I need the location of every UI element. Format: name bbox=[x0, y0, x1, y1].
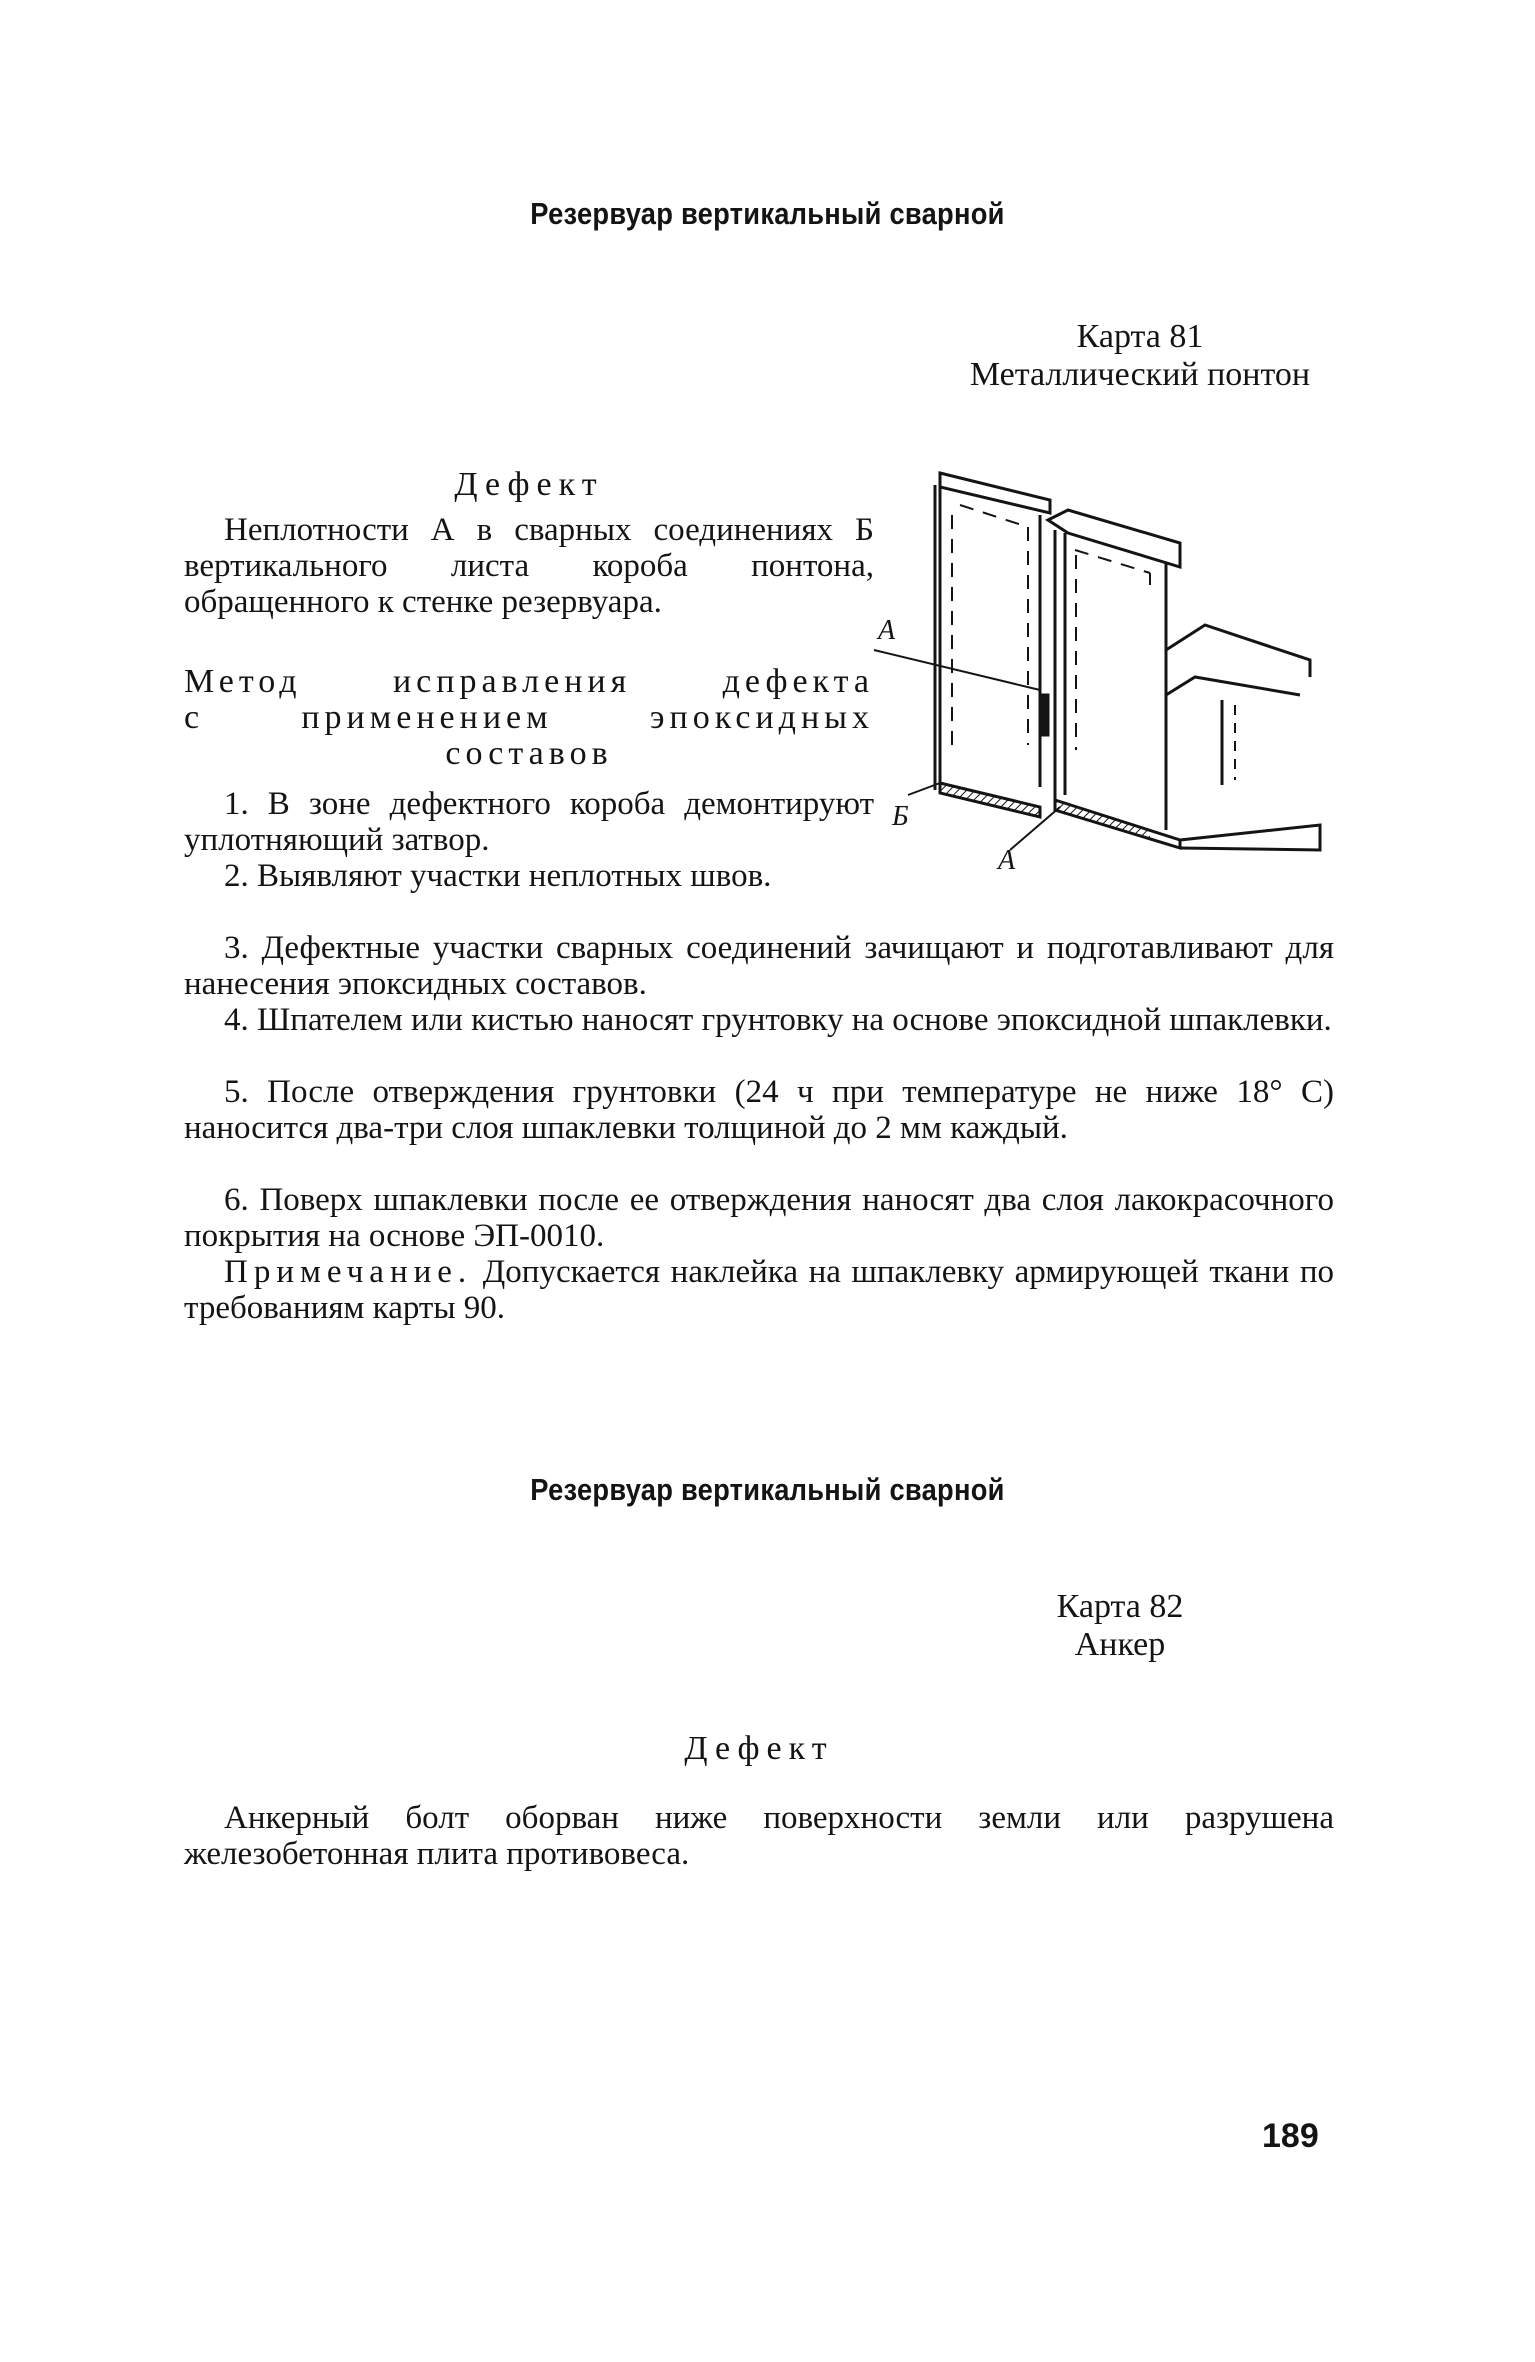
card81-heading: Резервуар вертикальный сварной bbox=[530, 196, 1005, 231]
diagram-label-a-top: А bbox=[878, 615, 896, 646]
card81-header bbox=[940, 318, 1340, 394]
card81-note-text: Допускается наклейка на шпаклевку армирующей ткани по требованиям карты 90. bbox=[184, 1254, 1335, 1326]
weld-seam-a-bottom bbox=[1055, 800, 1150, 838]
card81-defect-text: Неплотности А в сварных соединениях Б вертикального листа короба понтона, обращенного к стенке резервуара. bbox=[184, 512, 874, 620]
card81-method-title-line2: с применением эпоксидных bbox=[184, 699, 874, 736]
pontoon-diagram bbox=[860, 455, 1340, 875]
card82-heading: Резервуар вертикальный сварной bbox=[530, 1472, 1005, 1507]
card82-defect-text: Анкерный болт оборван ниже поверхности земли или разрушена железобетонная плита противовеса. bbox=[184, 1800, 1334, 1872]
card81-step3: 3. Дефектные участки сварных соединений зачищают и подготавливают для нанесения эпоксидных составов. bbox=[184, 930, 1334, 1002]
card81-label: Карта 81 bbox=[1076, 318, 1204, 355]
card81-note bbox=[184, 1254, 1334, 1326]
card82-label: Карта 82 bbox=[1056, 1588, 1184, 1625]
card82-header bbox=[1020, 1588, 1220, 1664]
card81-step5: 5. После отверждения грунтовки (24 ч при температуре не ниже 18° С) наносится два-три слоя шпаклевки толщиной до 2 мм каждый. bbox=[184, 1074, 1334, 1146]
card81-method-title-line1: Метод исправления дефекта bbox=[184, 663, 874, 700]
card81-defect-title: Дефект bbox=[454, 466, 604, 503]
pontoon-structure bbox=[935, 473, 1320, 850]
card81-step1: 1. В зоне дефектного короба демонтируют уплотняющий затвор. bbox=[184, 786, 874, 858]
card81-title: Металлический понтон bbox=[969, 356, 1311, 393]
diagram-label-b: Б bbox=[892, 801, 909, 832]
card82-title: Анкер bbox=[1074, 1626, 1166, 1663]
card81-step6: 6. Поверх шпаклевки после ее отверждения наносят два слоя лакокрасочного покрытия на основе ЭП-0010. bbox=[184, 1182, 1334, 1254]
card81-method-title-line3: составов bbox=[445, 735, 613, 772]
card81-step2: 2. Выявляют участки неплотных швов. bbox=[224, 858, 772, 894]
page-number: 189 bbox=[1262, 2117, 1319, 2155]
card81-step4: 4. Шпателем или кистью наносят грунтовку на основе эпоксидной шпаклевки. bbox=[224, 1002, 1332, 1038]
pontoon-diagram-svg bbox=[860, 455, 1340, 875]
diagram-label-a-bottom: А bbox=[998, 845, 1016, 875]
card81-note-label: Примечание. bbox=[224, 1254, 473, 1290]
weld-seam-b bbox=[940, 783, 1040, 817]
card82-defect-title: Дефект bbox=[684, 1730, 834, 1767]
